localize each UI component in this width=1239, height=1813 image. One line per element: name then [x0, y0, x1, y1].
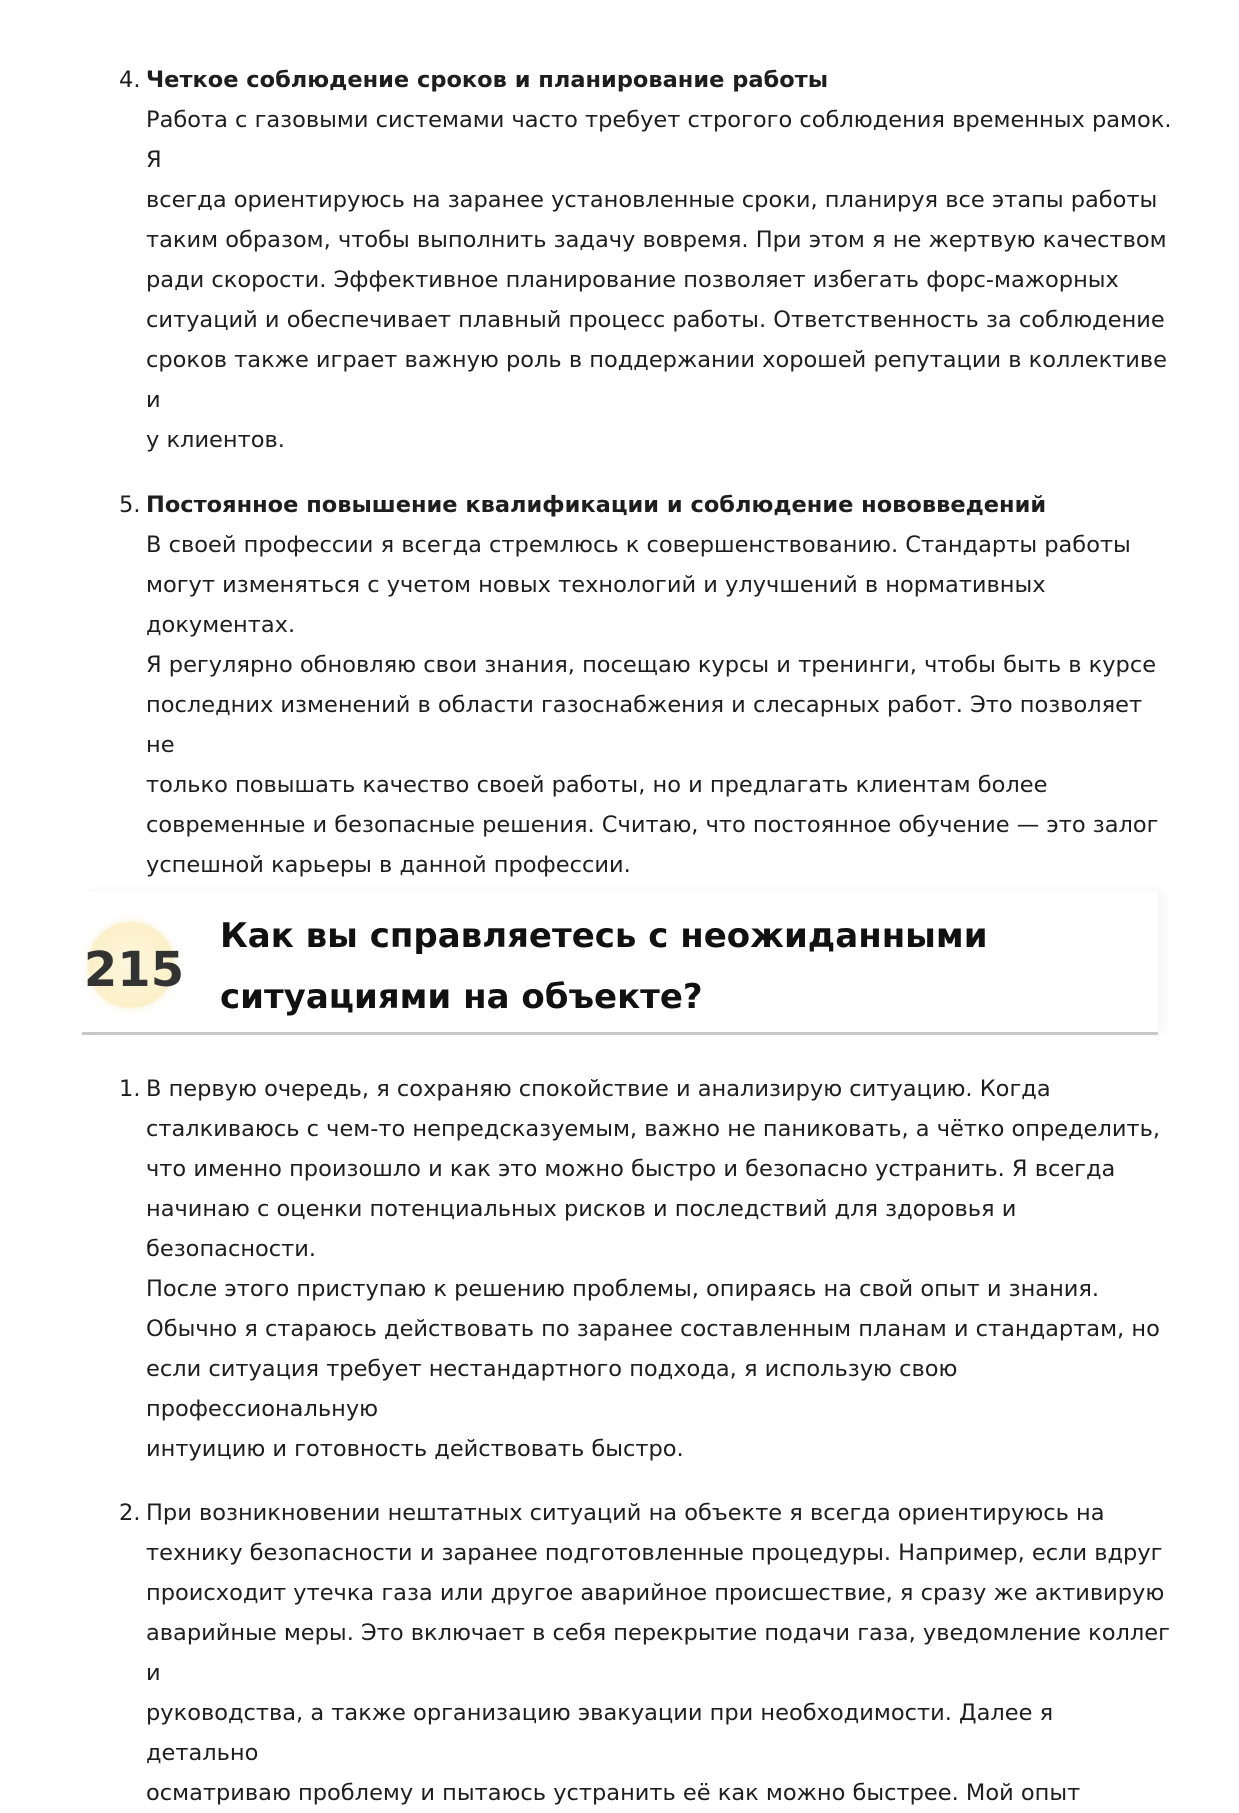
body-line: ситуаций и обеспечивает плавный процесс работы. Ответственность за соблюдение — [146, 307, 1165, 333]
item-title: Постоянное повышение квалификации и соблюдение нововведений — [146, 492, 1047, 518]
item-body — [146, 100, 1172, 460]
item-number: 5. — [119, 492, 141, 518]
list-item — [82, 1493, 1172, 1813]
body-line: сроков также играет важную роль в поддержании хорошей репутации в коллективе и — [146, 347, 1168, 413]
item-body — [146, 1069, 1172, 1469]
answer-list-top — [82, 60, 1172, 885]
question-header — [82, 892, 1158, 1035]
body-line: Я регулярно обновляю свои знания, посещаю курсы и тренинги, чтобы быть в курсе — [146, 652, 1157, 678]
body-line: сталкиваюсь с чем-то непредсказуемым, важно не паниковать, а чётко определить, — [146, 1116, 1161, 1142]
list-item — [82, 1069, 1172, 1469]
answer-list-bottom — [82, 1069, 1172, 1813]
body-line: Работа с газовыми системами часто требует строгого соблюдения временных рамок. Я — [146, 107, 1172, 173]
item-body — [146, 525, 1172, 885]
body-line: что именно произошло и как это можно быстро и безопасно устранить. Я всегда — [146, 1156, 1116, 1182]
body-line: осматриваю проблему и пытаюсь устранить её как можно быстрее. Мой опыт — [146, 1780, 1081, 1806]
body-line: начинаю с оценки потенциальных рисков и последствий для здоровья и безопасности. — [146, 1196, 1017, 1262]
body-line: В своей профессии я всегда стремлюсь к совершенствованию. Стандарты работы — [146, 532, 1131, 558]
body-line: происходит утечка газа или другое аварийное происшествие, я сразу же активирую — [146, 1580, 1165, 1606]
body-line: интуицию и готовность действовать быстро. — [146, 1436, 684, 1462]
body-line: После этого приступаю к решению проблемы, опираясь на свой опыт и знания. — [146, 1276, 1100, 1302]
body-line: успешной карьеры в данной профессии. — [146, 852, 631, 878]
question-title-line: ситуациями на объекте? — [220, 977, 703, 1017]
question-number: 215 — [83, 942, 185, 998]
body-line: могут изменяться с учетом новых технологий и улучшений в нормативных документах. — [146, 572, 1046, 638]
body-line: только повышать качество своей работы, но и предлагать клиентам более — [146, 772, 1048, 798]
question-title-line: Как вы справляетесь с неожиданными — [220, 916, 988, 956]
item-number: 1. — [119, 1076, 141, 1102]
item-number: 4. — [119, 67, 141, 93]
body-line: если ситуация требует нестандартного подхода, я использую свою профессиональную — [146, 1356, 958, 1422]
list-item — [82, 60, 1172, 460]
body-line: ради скорости. Эффективное планирование позволяет избегать форс-мажорных — [146, 267, 1119, 293]
question-title — [220, 906, 1120, 1028]
body-line: В первую очередь, я сохраняю спокойствие и анализирую ситуацию. Когда — [146, 1076, 1051, 1102]
body-line: руководства, а также организацию эвакуации при необходимости. Далее я детально — [146, 1700, 1054, 1766]
body-line: всегда ориентируюсь на заранее установленные сроки, планируя все этапы работы — [146, 187, 1158, 213]
item-title: Четкое соблюдение сроков и планирование работы — [146, 67, 829, 93]
body-line: Обычно я стараюсь действовать по заранее составленным планам и стандартам, но — [146, 1316, 1160, 1342]
item-number: 2. — [119, 1500, 141, 1526]
body-line: современные и безопасные решения. Считаю, что постоянное обучение — это залог — [146, 812, 1159, 838]
list-item — [82, 485, 1172, 885]
body-line: у клиентов. — [146, 427, 285, 453]
body-line: При возникновении нештатных ситуаций на объекте я всегда ориентируюсь на — [146, 1500, 1105, 1526]
body-line: технику безопасности и заранее подготовленные процедуры. Например, если вдруг — [146, 1540, 1163, 1566]
body-line: аварийные меры. Это включает в себя перекрытие подачи газа, уведомление коллег и — [146, 1620, 1170, 1686]
body-line: последних изменений в области газоснабжения и слесарных работ. Это позволяет не — [146, 692, 1143, 758]
body-line: таким образом, чтобы выполнить задачу вовремя. При этом я не жертвую качеством — [146, 227, 1167, 253]
item-body — [146, 1493, 1172, 1813]
